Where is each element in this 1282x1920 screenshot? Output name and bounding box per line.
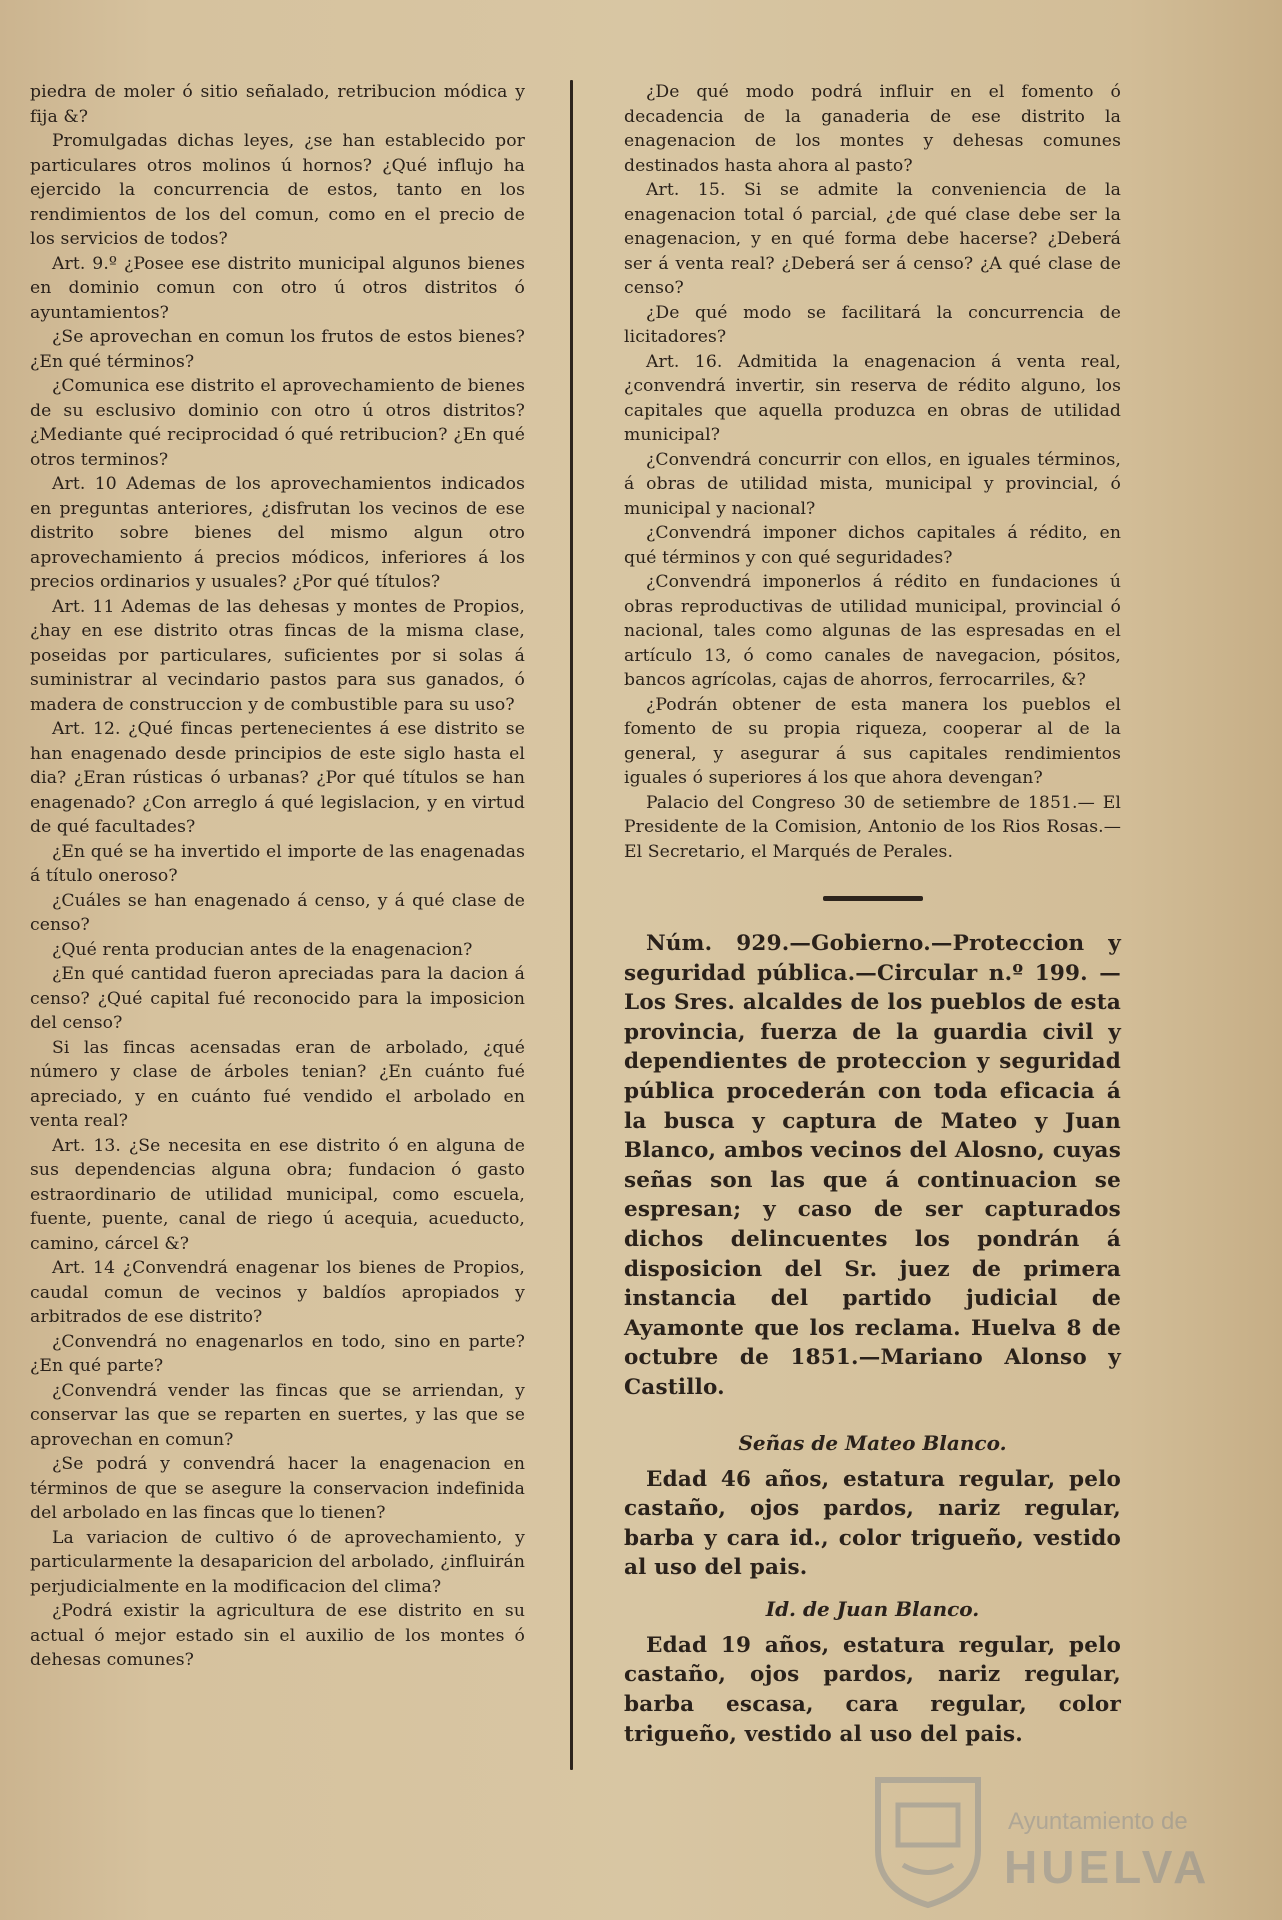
- paragraph: ¿Convendrá concurrir con ellos, en iguales términos, á obras de utilidad mista, municipal y provincial, ó municipal y nacional?: [624, 449, 1121, 519]
- paragraph: ¿Comunica ese distrito el aprovechamiento de bienes de su esclusivo dominio con otro ú otros distritos? ¿Mediante qué reciprocidad ó qué retribucion? ¿En qué otros terminos?: [30, 376, 525, 470]
- watermark-line1: Ayuntamiento de: [1008, 1808, 1188, 1835]
- left-column: [30, 80, 525, 1673]
- article-16: Art. 16. Admitida la enagenacion á venta real, ¿convendrá invertir, sin reserva de rédito alguno, los capitales que aquella produzca en obras de utilidad municipal?: [624, 351, 1121, 445]
- watermark: [868, 1770, 1211, 1910]
- paragraph: ¿De qué modo se facilitará la concurrencia de licitadores?: [624, 302, 1121, 347]
- paragraph: Si las fincas acensadas eran de arbolado, ¿qué número y clase de árboles tenian? ¿En cuánto fué apreciado, y en cuánto fué vendido el arbolado en venta real?: [30, 1037, 525, 1131]
- article-13: Art. 13. ¿Se necesita en ese distrito ó en alguna de sus dependencias alguna obra; fundacion ó gasto estraordinario de utilidad municipal, como escuela, fuente, puente, canal de riego ú acequia, acueducto, camino, cárcel &?: [30, 1135, 525, 1254]
- paragraph: ¿Se podrá y convendrá hacer la enagenacion en términos de que se asegure la conservacion indefinida del arbolado en las fincas que lo tienen?: [30, 1454, 525, 1523]
- circular-text: Núm. 929.—Gobierno.—Proteccion y seguridad pública.—Circular n.º 199. —Los Sres. alcaldes de los pueblos de esta provincia, fuerza de la guardia civil y dependientes de proteccion y seguridad pública procederán con toda eficacia á la busca y captura de Mateo y Juan Blanco, ambos vecinos del Alosno, cuyas señas son las que á continuacion se espresan; y caso de ser capturados dichos delincuentes los pondrán á disposicion del Sr. juez de primera instancia del partido judicial de Ayamonte que los reclama. Huelva 8 de octubre de 1851.—Mariano Alonso y Castillo.: [624, 931, 1121, 1400]
- heading-juan-blanco: Id. de Juan Blanco.: [765, 1596, 980, 1621]
- paragraph: ¿Se aprovechan en comun los frutos de estos bienes? ¿En qué términos?: [30, 327, 525, 372]
- paragraph: ¿Convendrá imponerlos á rédito en fundaciones ú obras reproductivas de utilidad municipal, provincial ó nacional, tales como algunas de las espresadas en el artículo 13, ó como canales de navegacion, pósitos, bancos agrícolas, cajas de ahorros, ferrocarriles, &?: [624, 572, 1121, 690]
- description-mateo-blanco: Edad 46 años, estatura regular, pelo castaño, ojos pardos, nariz regular, barba y cara id., color trigueño, vestido al uso del pais.: [624, 1466, 1121, 1581]
- paragraph: ¿De qué modo podrá influir en el fomento ó decadencia de la ganaderia de ese distrito la enagenacion de los montes y dehesas comunes destinados hasta ahora al pasto?: [624, 82, 1121, 176]
- column-divider: [570, 80, 573, 1770]
- paragraph: ¿Cuáles se han enagenado á censo, y á qué clase de censo?: [30, 890, 525, 935]
- article-10: Art. 10 Ademas de los aprovechamientos indicados en preguntas anteriores, ¿disfrutan los vecinos de ese distrito sobre bienes del mismo algun otro aprovechamiento á precios módicos, inferiores á los precios ordinarios y usuales? ¿Por qué títulos?: [30, 474, 525, 592]
- paragraph: ¿Convendrá imponer dichos capitales á rédito, en qué términos y con qué seguridades?: [624, 523, 1121, 568]
- article-11: Art. 11 Ademas de las dehesas y montes de Propios, ¿hay en ese distrito otras fincas de la misma clase, poseidas por particulares, suficientes por si solas á suministrar al vecindario pastos para sus ganados, ó madera de construccion y de combustible para su uso?: [30, 596, 525, 715]
- paragraph: ¿En qué cantidad fueron apreciadas para la dacion á censo? ¿Qué capital fué reconocido para la imposicion del censo?: [30, 964, 525, 1033]
- heading-mateo-blanco: Señas de Mateo Blanco.: [738, 1430, 1007, 1455]
- article-15: Art. 15. Si se admite la conveniencia de la enagenacion total ó parcial, ¿de qué clase debe ser la enagenacion, y en qué forma debe hacerse? ¿Deberá ser á venta real? ¿Deberá ser á censo? ¿A qué clase de censo?: [624, 180, 1121, 298]
- paragraph: piedra de moler ó sitio señalado, retribucion módica y fija &?: [30, 82, 525, 127]
- right-column: [624, 80, 1121, 1749]
- paragraph: ¿Convendrá vender las fincas que se arriendan, y conservar las que se reparten en suertes, y las que se aprovechan en comun?: [30, 1380, 525, 1450]
- description-juan-blanco: Edad 19 años, estatura regular, pelo castaño, ojos pardos, nariz regular, barba escasa, cara regular, color trigueño, vestido al uso del pais.: [624, 1632, 1121, 1747]
- watermark-line2: HUELVA: [1004, 1841, 1211, 1893]
- article-12: Art. 12. ¿Qué fincas pertenecientes á ese distrito se han enagenado desde principios de este siglo hasta el dia? ¿Eran rústicas ó urbanas? ¿Por qué títulos se han enagenado? ¿Con arreglo á qué legislacion, y en virtud de qué facultades?: [30, 719, 525, 837]
- article-9: Art. 9.º ¿Posee ese distrito municipal algunos bienes en dominio comun con otro ú otros distritos ó ayuntamientos?: [30, 253, 525, 323]
- paragraph: ¿Qué renta producian antes de la enagenacion?: [52, 939, 473, 960]
- signature-paragraph: Palacio del Congreso 30 de setiembre de 1851.— El Presidente de la Comision, Antonio de los Rios Rosas.—El Secretario, el Marqués de Perales.: [624, 792, 1121, 862]
- section-rule: [823, 896, 923, 901]
- paragraph: ¿Podrán obtener de esta manera los pueblos el fomento de su propia riqueza, cooperar al de la general, y asegurar á sus capitales rendimientos iguales ó superiores á los que ahora devengan?: [624, 694, 1121, 788]
- paragraph: ¿Podrá existir la agricultura de ese distrito en su actual ó mejor estado sin el auxilio de los montes ó dehesas comunes?: [30, 1601, 525, 1670]
- article-14: Art. 14 ¿Convendrá enagenar los bienes de Propios, caudal comun de vecinos y baldíos apropiados y arbitrados de ese distrito?: [30, 1258, 525, 1327]
- paragraph: La variacion de cultivo ó de aprovechamiento, y particularmente la desaparicion del arbolado, ¿influirán perjudicialmente en la modificacion del clima?: [30, 1527, 525, 1597]
- coat-of-arms-icon: [868, 1770, 988, 1910]
- paragraph: Promulgadas dichas leyes, ¿se han establecido por particulares otros molinos ú hornos? ¿Qué influjo ha ejercido la concurrencia de estos, tanto en los rendimientos de los del comun, como en el precio de los servicios de todos?: [30, 131, 525, 249]
- paragraph: ¿En qué se ha invertido el importe de las enagenadas á título oneroso?: [30, 841, 525, 886]
- paragraph: ¿Convendrá no enagenarlos en todo, sino en parte? ¿En qué parte?: [30, 1331, 525, 1376]
